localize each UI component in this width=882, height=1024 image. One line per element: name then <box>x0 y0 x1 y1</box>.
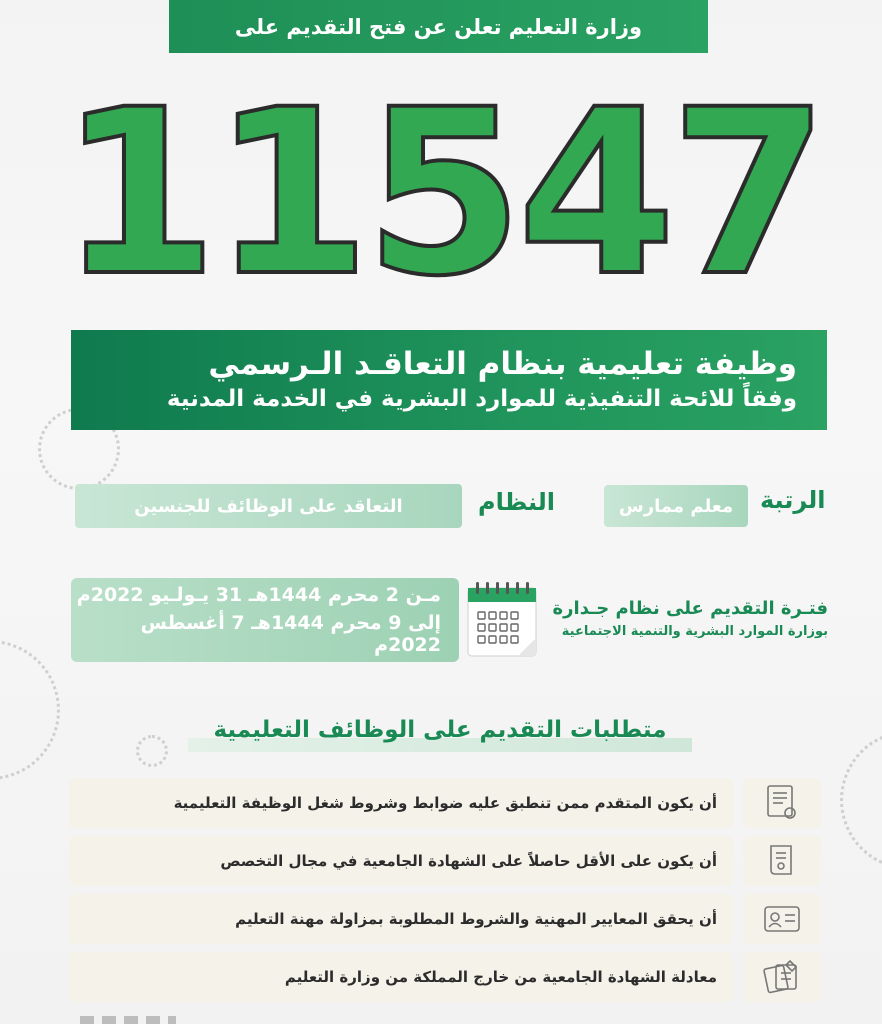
decorative-dots-small <box>136 735 168 767</box>
requirement-text: أن يكون على الأقل حاصلاً على الشهادة الجامعية في مجال التخصص <box>220 852 717 870</box>
period-dates <box>71 578 459 662</box>
requirement-text: أن يحقق المعايير المهنية والشروط المطلوبة بمزاولة مهنة التعليم <box>235 910 717 928</box>
requirement-text: معادلة الشهادة الجامعية من خارج المملكة من وزارة التعليم <box>284 968 717 986</box>
requirements-heading: متطلبات التقديم على الوظائف التعليمية <box>213 717 667 743</box>
title-main: وظيفة تعليمية بنظام التعاقـد الـرسمي <box>208 346 797 383</box>
decorative-dots-right <box>840 730 882 870</box>
period-subtitle: بوزارة الموارد البشرية والتنمية الاجتماعية <box>561 624 828 639</box>
announcement-text: وزارة التعليم تعلن عن فتح التقديم على <box>234 14 643 39</box>
rank-value: معلم ممارس <box>604 485 748 527</box>
requirement-item <box>69 894 733 944</box>
bottom-decoration <box>80 1016 176 1024</box>
job-count: 11547 <box>59 60 823 326</box>
requirement-item <box>69 836 733 886</box>
period-title: فتـرة التقديم على نظام جـدارة <box>552 598 828 619</box>
license-card-icon <box>743 894 821 944</box>
period-from: مـن 2 محرم 1444هـ 31 يـولـيو 2022م <box>76 584 441 606</box>
documents-stamp-icon <box>743 952 821 1002</box>
certificate-icon <box>743 778 821 828</box>
decorative-dots-left-large <box>0 640 60 780</box>
diploma-scroll-icon <box>743 836 821 886</box>
requirement-text: أن يكون المتقدم ممن تنطبق عليه ضوابط وشروط شغل الوظيفة التعليمية <box>173 794 717 812</box>
system-value: التعاقد على الوظائف للجنسين <box>75 484 462 528</box>
title-sub: وفقاً للائحة التنفيذية للموارد البشرية في الخدمة المدنية <box>166 385 797 412</box>
period-to: إلى 9 محرم 1444هـ 7 أغسطس 2022م <box>140 612 441 656</box>
announcement-banner <box>169 0 708 53</box>
requirement-item <box>69 778 733 828</box>
system-label: النظام <box>478 488 556 516</box>
requirement-item <box>69 952 733 1002</box>
rank-label: الرتبة <box>760 486 826 514</box>
calendar-icon <box>466 580 540 660</box>
title-banner <box>71 330 827 430</box>
